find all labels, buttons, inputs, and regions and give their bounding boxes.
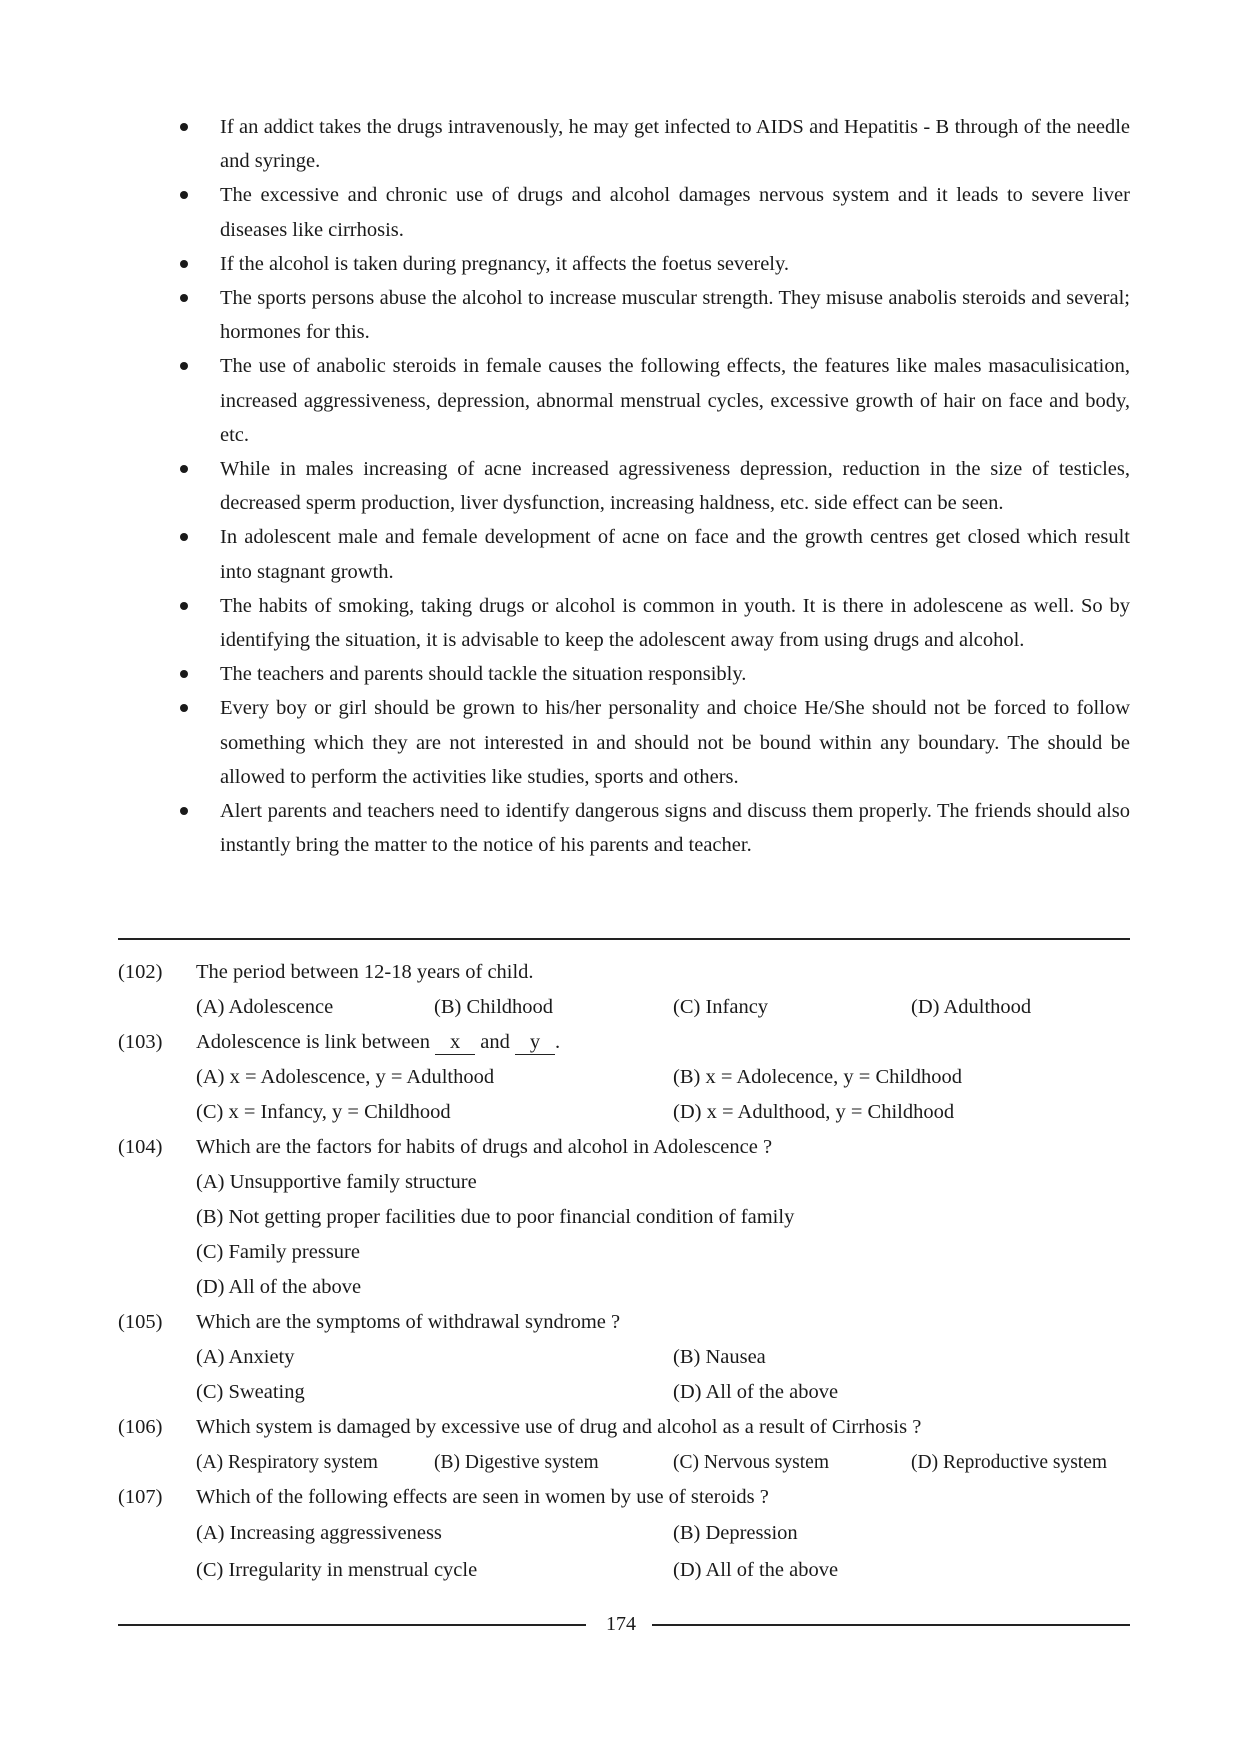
question-text-start: Adolescence is link between <box>196 1031 430 1053</box>
option-b: (B) Digestive system <box>434 1452 599 1473</box>
bullet-text: The sports persons abuse the alcohol to increase muscular strength. They misuse anabolis steroids and several; hormones for this. <box>220 287 1130 344</box>
bullet-text: The use of anabolic steroids in female causes the following effects, the features like males masaculisication, increased aggressiveness, depression, abnormal menstrual cycles, excessive growth of hair on face and body, etc. <box>220 355 1130 446</box>
bullet-icon <box>180 602 188 610</box>
list-item <box>180 281 1130 349</box>
option-c: (C) Irregularity in menstrual cycle <box>196 1559 478 1581</box>
option-b: (B) Childhood <box>434 996 554 1018</box>
list-item <box>180 520 1130 588</box>
page-number: 174 <box>606 1613 636 1635</box>
blank-y: y <box>515 1030 555 1055</box>
list-item <box>180 794 1130 862</box>
bullet-text: The teachers and parents should tackle the situation responsibly. <box>220 663 747 686</box>
bullet-text: The habits of smoking, taking drugs or alcohol is common in youth. It is there in adolescene as well. So by identifying the situation, it is advisable to keep the adolescent away from using drugs and alcohol. <box>220 594 1130 652</box>
list-item <box>180 110 1130 178</box>
question-107 <box>118 1480 1138 1589</box>
list-item <box>180 691 1130 794</box>
option-b: (B) Nausea <box>673 1346 766 1368</box>
list-item <box>180 349 1130 452</box>
bullet-text: Every boy or girl should be grown to his/her personality and choice He/She should not be forced to follow something which they are not interested in and should not be bound within any boundary. The should be allowed to perform the activities like studies, sports and others. <box>220 697 1130 788</box>
question-text: The period between 12-18 years of child. <box>196 961 534 983</box>
option-b: (B) x = Adolecence, y = Childhood <box>673 1066 963 1088</box>
question-text-end: . <box>554 1031 561 1053</box>
question-text: Which system is damaged by excessive use of drug and alcohol as a result of Cirrhosis ? <box>196 1416 922 1438</box>
bullet-icon <box>180 260 188 268</box>
question-103 <box>118 1025 1138 1130</box>
option-d: (D) All of the above <box>673 1559 839 1581</box>
page-footer <box>118 1607 1130 1641</box>
question-text: Which are the symptoms of withdrawal syndrome ? <box>196 1311 621 1333</box>
bullet-icon <box>180 465 188 473</box>
option-a: (A) Increasing aggressiveness <box>196 1522 442 1544</box>
bullet-list <box>180 110 1130 862</box>
bullet-text: If the alcohol is taken during pregnancy, it affects the foetus severely. <box>220 252 790 275</box>
list-item <box>180 178 1130 246</box>
bullet-text: Alert parents and teachers need to identify dangerous signs and discuss them properly. The friends should also instantly bring the matter to the notice of his parents and teacher. <box>220 800 1130 857</box>
bullet-text: While in males increasing of acne increased agressiveness depression, reduction in the size of testicles, decreased sperm production, liver dysfunction, increasing haldness, etc. side effect can be seen. <box>220 458 1130 515</box>
bullet-icon <box>180 123 188 131</box>
question-105 <box>118 1305 1138 1410</box>
option-c: (C) Sweating <box>196 1381 305 1403</box>
option-b: (B) Depression <box>673 1522 798 1544</box>
question-number: (105) <box>118 1311 163 1333</box>
bullet-icon <box>180 362 188 370</box>
option-a: (A) Adolescence <box>196 996 334 1018</box>
blank-x: x <box>435 1030 475 1055</box>
bullet-icon <box>180 294 188 302</box>
question-text-mid: and <box>480 1031 510 1053</box>
section-divider <box>118 938 1130 940</box>
option-a: (A) x = Adolescence, y = Adulthood <box>196 1066 495 1088</box>
bullet-icon <box>180 533 188 541</box>
option-c: (C) Infancy <box>673 996 769 1018</box>
footer-rule-right <box>652 1624 1130 1626</box>
question-text: Which are the factors for habits of drugs and alcohol in Adolescence ? <box>196 1136 773 1158</box>
question-106 <box>118 1410 1138 1480</box>
question-104 <box>118 1130 1138 1305</box>
question-number: (102) <box>118 961 163 983</box>
bullet-text: If an addict takes the drugs intravenously, he may get infected to AIDS and Hepatitis - B through of the needle and syringe. <box>220 116 1130 173</box>
question-text: Which of the following effects are seen in women by use of steroids ? <box>196 1486 769 1508</box>
option-d: (D) All of the above <box>673 1381 839 1403</box>
list-item <box>180 247 1130 281</box>
question-text <box>196 1025 560 1060</box>
list-item <box>180 589 1130 657</box>
option-d: (D) Adulthood <box>911 996 1032 1018</box>
bullet-icon <box>180 704 188 712</box>
option-d: (D) x = Adulthood, y = Childhood <box>673 1101 955 1123</box>
question-list <box>118 955 1138 1589</box>
question-102 <box>118 955 1138 1025</box>
option-d: (D) All of the above <box>196 1276 362 1298</box>
option-b: (B) Not getting proper facilities due to poor financial condition of family <box>196 1206 795 1228</box>
list-item <box>180 657 1130 691</box>
bullet-icon <box>180 191 188 199</box>
bullet-icon <box>180 807 188 815</box>
bullet-text: The excessive and chronic use of drugs and alcohol damages nervous system and it leads to severe liver diseases like cirrhosis. <box>220 184 1130 241</box>
option-a: (A) Unsupportive family structure <box>196 1171 477 1193</box>
list-item <box>180 452 1130 520</box>
option-c: (C) Nervous system <box>673 1452 829 1473</box>
question-number: (104) <box>118 1136 163 1158</box>
option-a: (A) Respiratory system <box>196 1452 378 1473</box>
bullet-text: In adolescent male and female development of acne on face and the growth centres get closed which result into stagnant growth. <box>220 526 1130 583</box>
option-c: (C) x = Infancy, y = Childhood <box>196 1101 451 1123</box>
footer-rule-left <box>118 1624 586 1626</box>
option-c: (C) Family pressure <box>196 1241 360 1263</box>
bullet-icon <box>180 670 188 678</box>
question-number: (107) <box>118 1486 163 1508</box>
option-a: (A) Anxiety <box>196 1346 295 1368</box>
question-number: (106) <box>118 1416 163 1438</box>
option-d: (D) Reproductive system <box>911 1452 1108 1473</box>
question-number: (103) <box>118 1031 163 1053</box>
